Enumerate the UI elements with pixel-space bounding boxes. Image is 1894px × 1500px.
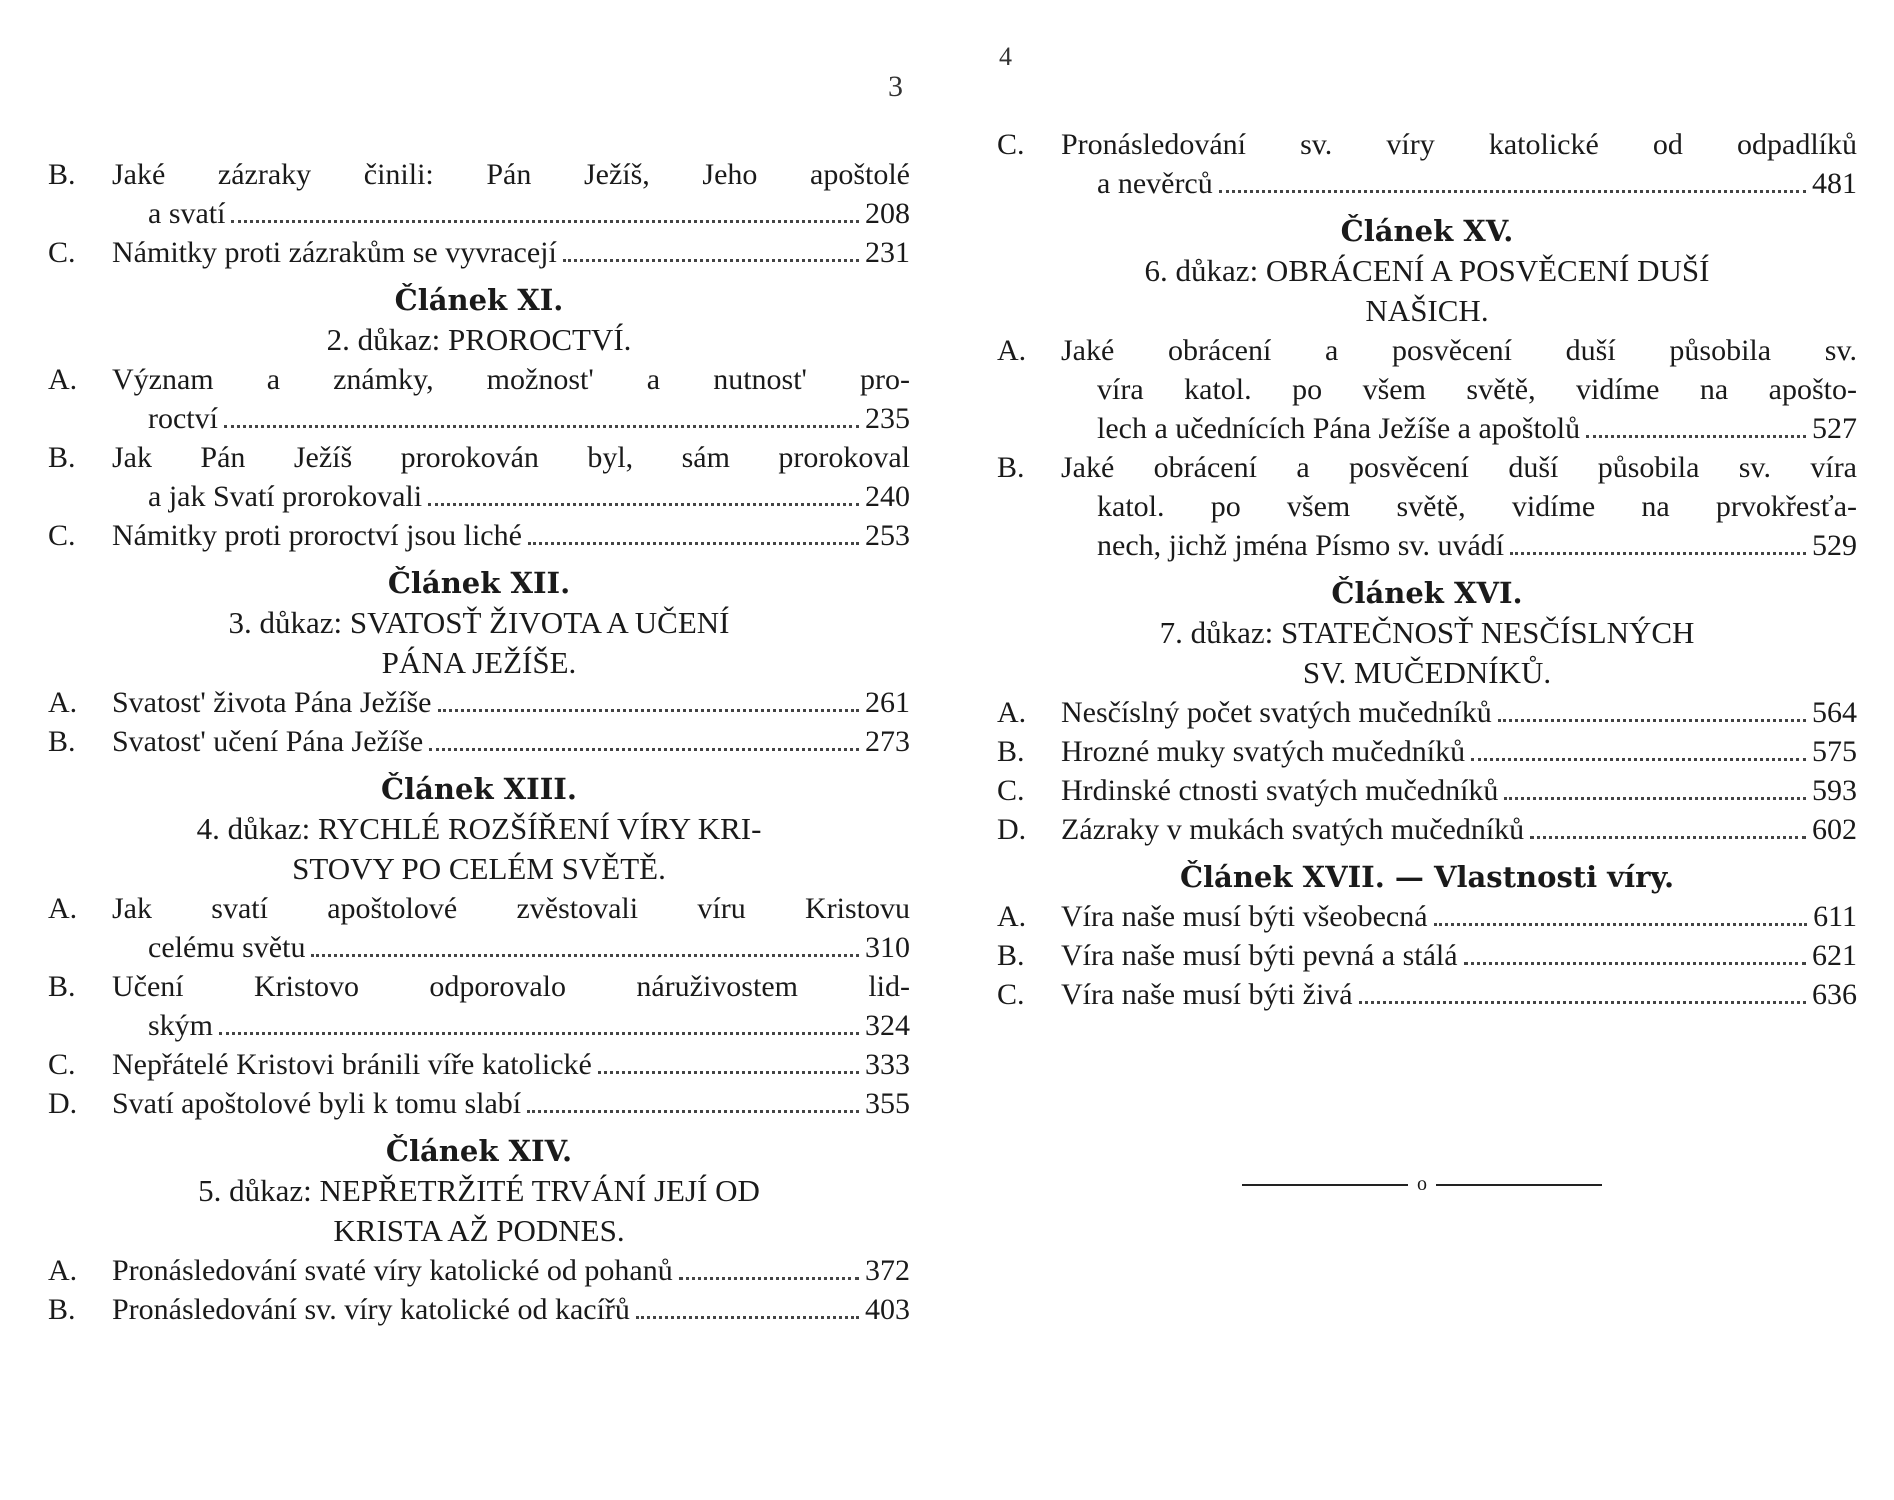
section-title-line: 5. důkaz: NEPŘETRŽITÉ TRVÁNÍ JEJÍ OD [198, 1173, 760, 1208]
dot-leaders [1510, 552, 1806, 555]
entry-body [1061, 693, 1857, 732]
toc-entry [997, 771, 1857, 810]
entry-page-number: 564 [1812, 696, 1857, 729]
section-heading: Článek XII. [387, 566, 571, 600]
entry-text: Svatí apoštolové byli k tomu slabí [112, 1087, 522, 1120]
entry-text: Jak svatí apoštolové zvěstovali víru Kristovu [112, 892, 910, 925]
entry-letter: C. [48, 519, 76, 552]
page-number: 4 [999, 42, 1012, 71]
entry-line [112, 438, 910, 477]
entry-page-number: 355 [865, 1087, 910, 1120]
toc-entry [48, 360, 910, 438]
entry-line [112, 194, 910, 233]
entry-page-number: 621 [1812, 939, 1857, 972]
entry-body [112, 683, 910, 722]
dot-leaders [429, 748, 859, 751]
entry-letter: C. [48, 236, 76, 269]
dot-leaders [231, 220, 859, 223]
dot-leaders [598, 1071, 859, 1074]
entry-line [112, 360, 910, 399]
entry-line [112, 722, 910, 761]
entry-letter: C. [48, 1048, 76, 1081]
toc-entry [48, 1045, 910, 1084]
section-heading: Článek XV. [1340, 214, 1514, 248]
entry-page-number: 208 [865, 197, 910, 230]
entry-body [1061, 810, 1857, 849]
toc-entry [997, 936, 1857, 975]
toc-entry [997, 975, 1857, 1014]
entry-page-number: 253 [865, 519, 910, 552]
toc-entry [997, 810, 1857, 849]
entry-page-number: 235 [865, 402, 910, 435]
ornament-rule-left [1242, 1184, 1408, 1186]
entry-text: víra katol. po všem světě, vidíme na apošto- [1097, 373, 1857, 406]
entry-text: a jak Svatí prorokovali [148, 480, 423, 513]
toc-entry [997, 693, 1857, 732]
entry-line [112, 477, 910, 516]
entry-page-number: 310 [865, 931, 910, 964]
entry-line [112, 399, 910, 438]
toc-entry [48, 967, 910, 1045]
entry-page-number: 593 [1812, 774, 1857, 807]
entry-letter: D. [48, 1087, 78, 1120]
entry-line [1061, 370, 1857, 409]
end-ornament [1242, 1175, 1602, 1195]
section-block [48, 769, 910, 889]
entry-letter: B. [997, 939, 1025, 972]
dot-leaders [1219, 190, 1806, 193]
section-title-line: STOVY PO CELÉM SVĚTĚ. [292, 851, 666, 886]
dot-leaders [1504, 797, 1806, 800]
entry-text: Pronásledování sv. víry katolické od odpadlíků [1061, 128, 1857, 161]
toc-entry [48, 516, 910, 555]
section-heading: Článek XI. [394, 283, 564, 317]
entry-body [112, 155, 910, 233]
table-of-contents-right [997, 125, 1857, 1014]
section-block [997, 573, 1857, 693]
entry-letter: C. [997, 128, 1025, 161]
entry-line [1061, 487, 1857, 526]
entry-letter: A. [997, 696, 1027, 729]
entry-page-number: 231 [865, 236, 910, 269]
toc-entry [48, 1084, 910, 1123]
entry-text: a nevěrců [1097, 167, 1213, 200]
section-title-line: 4. důkaz: RYCHLÉ ROZŠÍŘENÍ VÍRY KRI- [196, 811, 762, 846]
section-title-line: 6. důkaz: OBRÁCENÍ A POSVĚCENÍ DUŠÍ [1144, 253, 1710, 288]
entry-text: Učení Kristovo odporovalo náruživostem lid- [112, 970, 910, 1003]
entry-page-number: 636 [1812, 978, 1857, 1011]
dot-leaders [679, 1277, 859, 1280]
entry-body [112, 967, 910, 1045]
entry-page-number: 481 [1812, 167, 1857, 200]
entry-body [112, 516, 910, 555]
dot-leaders [219, 1032, 859, 1035]
entry-body [112, 1045, 910, 1084]
dot-leaders [1471, 758, 1806, 761]
entry-text: roctví [148, 402, 218, 435]
toc-entry [997, 448, 1857, 565]
dot-leaders [1586, 435, 1806, 438]
entry-line [112, 1045, 910, 1084]
entry-page-number: 575 [1812, 735, 1857, 768]
entry-page-number: 611 [1813, 900, 1857, 933]
entry-letter: A. [48, 892, 78, 925]
dot-leaders [636, 1316, 859, 1319]
entry-letter: A. [48, 686, 78, 719]
entry-letter: B. [48, 725, 76, 758]
entry-page-number: 529 [1812, 529, 1857, 562]
entry-body [112, 1084, 910, 1123]
entry-letter: A. [48, 1254, 78, 1287]
entry-letter: A. [48, 363, 78, 396]
entry-line [1061, 936, 1857, 975]
entry-body [1061, 771, 1857, 810]
dot-leaders [428, 503, 859, 506]
ornament-rule-right [1436, 1184, 1602, 1186]
entry-letter: B. [48, 1293, 76, 1326]
dot-leaders [438, 709, 860, 712]
entry-text: Víra naše musí býti pevná a stálá [1061, 939, 1458, 972]
entry-line [112, 1006, 910, 1045]
entry-text: nech, jichž jména Písmo sv. uvádí [1097, 529, 1505, 562]
dot-leaders [224, 425, 859, 428]
ornament-glyph: o [1417, 1173, 1427, 1195]
entry-letter: B. [997, 451, 1025, 484]
dot-leaders [1359, 1001, 1806, 1004]
entry-body [1061, 897, 1857, 936]
entry-text: lech a učednících Pána Ježíše a apoštolů [1097, 412, 1581, 445]
entry-body [1061, 448, 1857, 565]
section-title-line: KRISTA AŽ PODNES. [333, 1213, 625, 1248]
section-title-line: 7. důkaz: STATEČNOSŤ NESČÍSLNÝCH [1159, 615, 1695, 650]
entry-body [1061, 125, 1857, 203]
entry-line [112, 683, 910, 722]
section-block [48, 1131, 910, 1251]
section-title-line: 3. důkaz: SVATOSŤ ŽIVOTA A UČENÍ [228, 605, 730, 640]
toc-entry [48, 438, 910, 516]
entry-line [112, 967, 910, 1006]
entry-text: Víra naše musí býti všeobecná [1061, 900, 1428, 933]
entry-page-number: 403 [865, 1293, 910, 1326]
section-heading: Článek XIV. [385, 1134, 573, 1168]
entry-letter: A. [997, 900, 1027, 933]
entry-body [112, 438, 910, 516]
entry-line [112, 233, 910, 272]
dot-leaders [1530, 836, 1806, 839]
section-heading: Článek XIII. [381, 772, 577, 806]
entry-page-number: 261 [865, 686, 910, 719]
entry-text: Nepřátelé Kristovi bránili víře katolické [112, 1048, 592, 1081]
entry-page-number: 602 [1812, 813, 1857, 846]
entry-letter: B. [997, 735, 1025, 768]
entry-page-number: 240 [865, 480, 910, 513]
table-of-contents-left [48, 155, 910, 1329]
entry-line [1061, 810, 1857, 849]
entry-body [112, 233, 910, 272]
entry-line [1061, 164, 1857, 203]
entry-body [1061, 975, 1857, 1014]
entry-text: celému světu [148, 931, 306, 964]
entry-text: a svatí [148, 197, 226, 230]
section-block [997, 857, 1857, 897]
dot-leaders [1464, 962, 1806, 965]
entry-text: Jaké obrácení a posvěcení duší působila sv. víra [1061, 451, 1857, 484]
toc-entry [997, 125, 1857, 203]
entry-letter: C. [997, 774, 1025, 807]
entry-letter: B. [48, 158, 76, 191]
dot-leaders [528, 542, 859, 545]
entry-text: Hrdinské ctnosti svatých mučedníků [1061, 774, 1499, 807]
entry-text: Námitky proti zázrakům se vyvracejí [112, 236, 557, 269]
entry-page-number: 372 [865, 1254, 910, 1287]
entry-line [1061, 693, 1857, 732]
entry-line [1061, 448, 1857, 487]
entry-line [112, 1251, 910, 1290]
entry-line [1061, 409, 1857, 448]
toc-entry [997, 331, 1857, 448]
entry-line [1061, 331, 1857, 370]
section-block [48, 563, 910, 683]
entry-body [1061, 936, 1857, 975]
entry-letter: B. [48, 970, 76, 1003]
entry-text: Víra naše musí býti živá [1061, 978, 1353, 1011]
entry-text: Nesčíslný počet svatých mučedníků [1061, 696, 1492, 729]
entry-line [1061, 732, 1857, 771]
entry-text: Pronásledování sv. víry katolické od kacířů [112, 1293, 630, 1326]
entry-page-number: 273 [865, 725, 910, 758]
entry-text: Svatost' učení Pána Ježíše [112, 725, 424, 758]
section-title-line: SV. MUČEDNÍKŮ. [1302, 655, 1552, 690]
section-title-line: PÁNA JEŽÍŠE. [381, 645, 577, 680]
dot-leaders [1434, 923, 1808, 926]
entry-text: Jaké zázraky činili: Pán Ježíš, Jeho apoštolé [112, 158, 910, 191]
entry-body [112, 722, 910, 761]
entry-line [112, 155, 910, 194]
entry-text: Hrozné muky svatých mučedníků [1061, 735, 1466, 768]
entry-letter: C. [997, 978, 1025, 1011]
entry-text: Význam a známky, možnost' a nutnost' pro- [112, 363, 910, 396]
toc-entry [48, 1290, 910, 1329]
dot-leaders [1498, 719, 1806, 722]
page-number: 3 [888, 70, 903, 103]
toc-entry [48, 683, 910, 722]
entry-text: Jaké obrácení a posvěcení duší působila sv. [1061, 334, 1857, 367]
right-page [947, 0, 1894, 1500]
entry-page-number: 333 [865, 1048, 910, 1081]
entry-body [112, 360, 910, 438]
dot-leaders [311, 954, 859, 957]
section-block [48, 280, 910, 360]
entry-text: Zázraky v mukách svatých mučedníků [1061, 813, 1525, 846]
toc-entry [997, 732, 1857, 771]
section-block [997, 211, 1857, 331]
entry-body [112, 1290, 910, 1329]
entry-body [1061, 331, 1857, 448]
toc-entry [48, 722, 910, 761]
entry-line [1061, 771, 1857, 810]
dot-leaders [563, 259, 859, 262]
entry-text: ským [148, 1009, 214, 1042]
entry-line [112, 928, 910, 967]
section-title-line: NAŠICH. [1365, 293, 1489, 328]
entry-text: Jak Pán Ježíš prorokován byl, sám prorokoval [112, 441, 910, 474]
entry-text: Námitky proti proroctví jsou liché [112, 519, 522, 552]
entry-line [1061, 975, 1857, 1014]
entry-line [112, 889, 910, 928]
entry-line [112, 516, 910, 555]
dot-leaders [527, 1110, 859, 1113]
entry-line [1061, 125, 1857, 164]
entry-body [112, 1251, 910, 1290]
entry-line [112, 1084, 910, 1123]
entry-text: katol. po všem světě, vidíme na prvokřesťa- [1097, 490, 1857, 523]
entry-text: Pronásledování svaté víry katolické od pohanů [112, 1254, 673, 1287]
section-title-line: 2. důkaz: PROROCTVÍ. [326, 322, 632, 357]
section-heading: Článek XVI. [1331, 576, 1523, 610]
toc-entry [48, 155, 910, 233]
entry-letter: B. [48, 441, 76, 474]
entry-line [112, 1290, 910, 1329]
toc-entry [48, 889, 910, 967]
entry-text: Svatost' života Pána Ježíše [112, 686, 432, 719]
entry-line [1061, 526, 1857, 565]
section-heading: Článek XVII. — Vlastnosti víry. [1179, 860, 1675, 894]
entry-line [1061, 897, 1857, 936]
toc-entry [997, 897, 1857, 936]
entry-letter: A. [997, 334, 1027, 367]
entry-body [1061, 732, 1857, 771]
entry-page-number: 527 [1812, 412, 1857, 445]
toc-entry [48, 233, 910, 272]
entry-body [112, 889, 910, 967]
entry-page-number: 324 [865, 1009, 910, 1042]
entry-letter: D. [997, 813, 1027, 846]
toc-entry [48, 1251, 910, 1290]
